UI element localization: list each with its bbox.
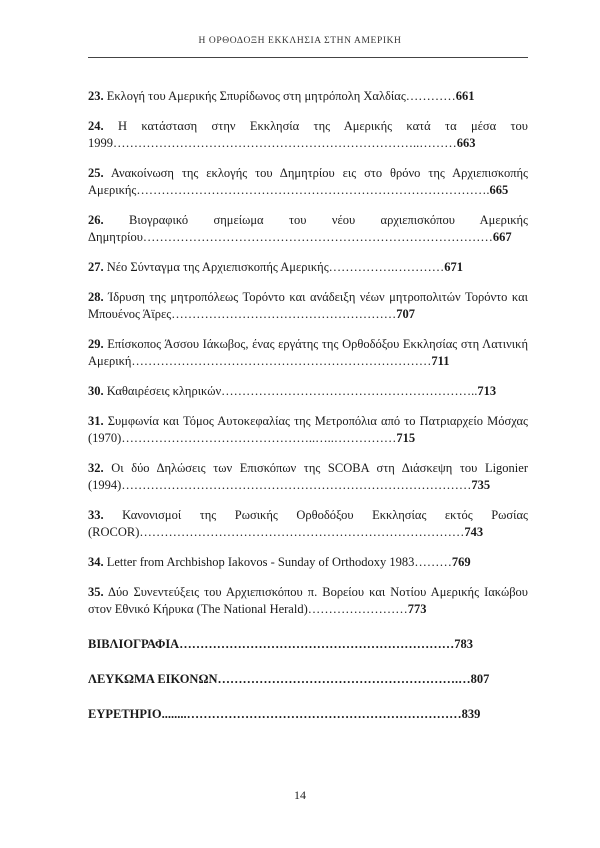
toc-entry-page: 743 xyxy=(464,525,484,539)
toc-entry-title: Βιογραφικό σημείωμα του νέου αρχιεπισκόπου Αμερικής Δημητρίου………………………………………………………………………… xyxy=(88,213,528,244)
toc-entry-number: 25. xyxy=(88,166,104,180)
toc-section-title: ΒΙΒΛΙΟΓΡΑΦΙΑ………………………………………………………… xyxy=(88,637,455,651)
toc-entry-page: 671 xyxy=(444,260,464,274)
toc-entry-title: Νέο Σύνταγμα της Αρχιεπισκοπής Αμερικής…………….………… xyxy=(103,260,445,274)
toc-section-page: 807 xyxy=(470,672,490,686)
toc-entry-title: Οι δύο Δηλώσεις των Επισκόπων της SCOBA στη Διάσκεψη του Ligonier (1994)………………………………………………………………………… xyxy=(88,461,528,492)
toc-entry xyxy=(88,118,528,152)
toc-entry-title: Καθαιρέσεις κληρικών…………………………………………………….. xyxy=(103,384,478,398)
toc-entry-title: Ίδρυση της μητροπόλεως Τορόντο και ανάδειξη νέων μητροπολιτών Τορόντο και Μπουένος Άϊρες……………………………………………… xyxy=(88,290,528,321)
toc-section-title: ΛΕΥΚΩΜΑ ΕΙΚΟΝΩΝ………………………………………………….… xyxy=(88,672,471,686)
toc-entry-number: 32. xyxy=(88,461,104,475)
toc-entry xyxy=(88,165,528,199)
toc-entry-number: 34. xyxy=(88,555,104,569)
toc-entry-number: 33. xyxy=(88,508,104,522)
toc-entry-title: Ανακοίνωση της εκλογής του Δημητρίου εις στο θρόνο της Αρχιεπισκοπής Αμερικής…………………………………………………………………………. xyxy=(88,166,528,197)
toc-entry-page: 769 xyxy=(451,555,471,569)
toc-entry-page: 713 xyxy=(477,384,497,398)
page-number: 14 xyxy=(294,788,306,802)
toc-entry-title: Επίσκοπος Άσσου Ιάκωβος, ένας εργάτης της Ορθοδόξου Εκκλησίας στη Λατινική Αμερική……………………………………………………………… xyxy=(88,337,528,368)
toc-entry xyxy=(88,212,528,246)
toc-entry-page: 711 xyxy=(431,354,450,368)
toc-entry-number: 23. xyxy=(88,89,104,103)
toc-entry-page: 665 xyxy=(489,183,509,197)
toc-entry xyxy=(88,584,528,618)
toc-entry xyxy=(88,413,528,447)
toc-entry xyxy=(88,88,528,105)
toc-entry xyxy=(88,383,528,400)
toc-entry-number: 27. xyxy=(88,260,104,274)
toc-entry-number: 28. xyxy=(88,290,104,304)
toc-entry xyxy=(88,259,528,276)
toc-entry-title: Εκλογή του Αμερικής Σπυρίδωνος στη μητρόπολη Χαλδίας………… xyxy=(103,89,456,103)
toc-entry xyxy=(88,336,528,370)
toc-entry xyxy=(88,554,528,571)
toc-entry-number: 26. xyxy=(88,213,104,227)
toc-entry-page: 735 xyxy=(471,478,491,492)
toc-section-title: ΕΥΡΕΤΗΡΙΟ........………………………………………………………… xyxy=(88,707,462,721)
toc-entry-page: 661 xyxy=(455,89,475,103)
toc-entry-number: 31. xyxy=(88,414,104,428)
toc-entry-number: 35. xyxy=(88,585,104,599)
toc-entry-page: 663 xyxy=(456,136,476,150)
table-of-contents xyxy=(88,88,528,740)
toc-section-page: 839 xyxy=(461,707,481,721)
toc-entry-page: 773 xyxy=(407,602,427,616)
header-rule xyxy=(88,57,528,58)
toc-section-page: 783 xyxy=(454,637,473,651)
toc-entry-title: Η κατάσταση στην Εκκλησία της Αμερικής κατά τα μέσα του 1999………………………………………………………………..……… xyxy=(88,119,528,150)
toc-entry-page: 715 xyxy=(396,431,416,445)
toc-entry xyxy=(88,289,528,323)
toc-entry-page: 667 xyxy=(492,230,512,244)
running-head: Η ΟΡΘΟΔΟΞΗ ΕΚΚΛΗΣΙΑ ΣΤΗΝ ΑΜΕΡΙΚΗ xyxy=(198,36,402,46)
toc-entry xyxy=(88,507,528,541)
toc-entry xyxy=(88,460,528,494)
toc-entry-title: Letter from Archbishop Iakovos - Sunday of Orthodoxy 1983……… xyxy=(103,555,452,569)
toc-entry-title: Κανονισμοί της Ρωσικής Ορθοδόξου Εκκλησίας εκτός Ρωσίας (ROCOR)…………………………………………………………………… xyxy=(88,508,528,539)
toc-section-image-album xyxy=(88,671,528,688)
toc-entry-number: 29. xyxy=(88,337,104,351)
toc-section-bibliography xyxy=(88,636,528,653)
toc-entry-number: 30. xyxy=(88,384,104,398)
toc-entry-title: Συμφωνία και Τόμος Αυτοκεφαλίας της Μετροπόλια από το Πατριαρχείο Μόσχας (1970)………………………………………..…..…………… xyxy=(88,414,528,445)
toc-entry-number: 24. xyxy=(88,119,104,133)
toc-entry-page: 707 xyxy=(396,307,415,321)
toc-section-index xyxy=(88,706,528,723)
toc-entry-title: Δύο Συνεντεύξεις του Αρχιεπισκόπου π. Βορείου και Νοτίου Αμερικής Ιακώβου στον Εθνικό Κήρυκα (The National Herald)…………………… xyxy=(88,585,528,616)
